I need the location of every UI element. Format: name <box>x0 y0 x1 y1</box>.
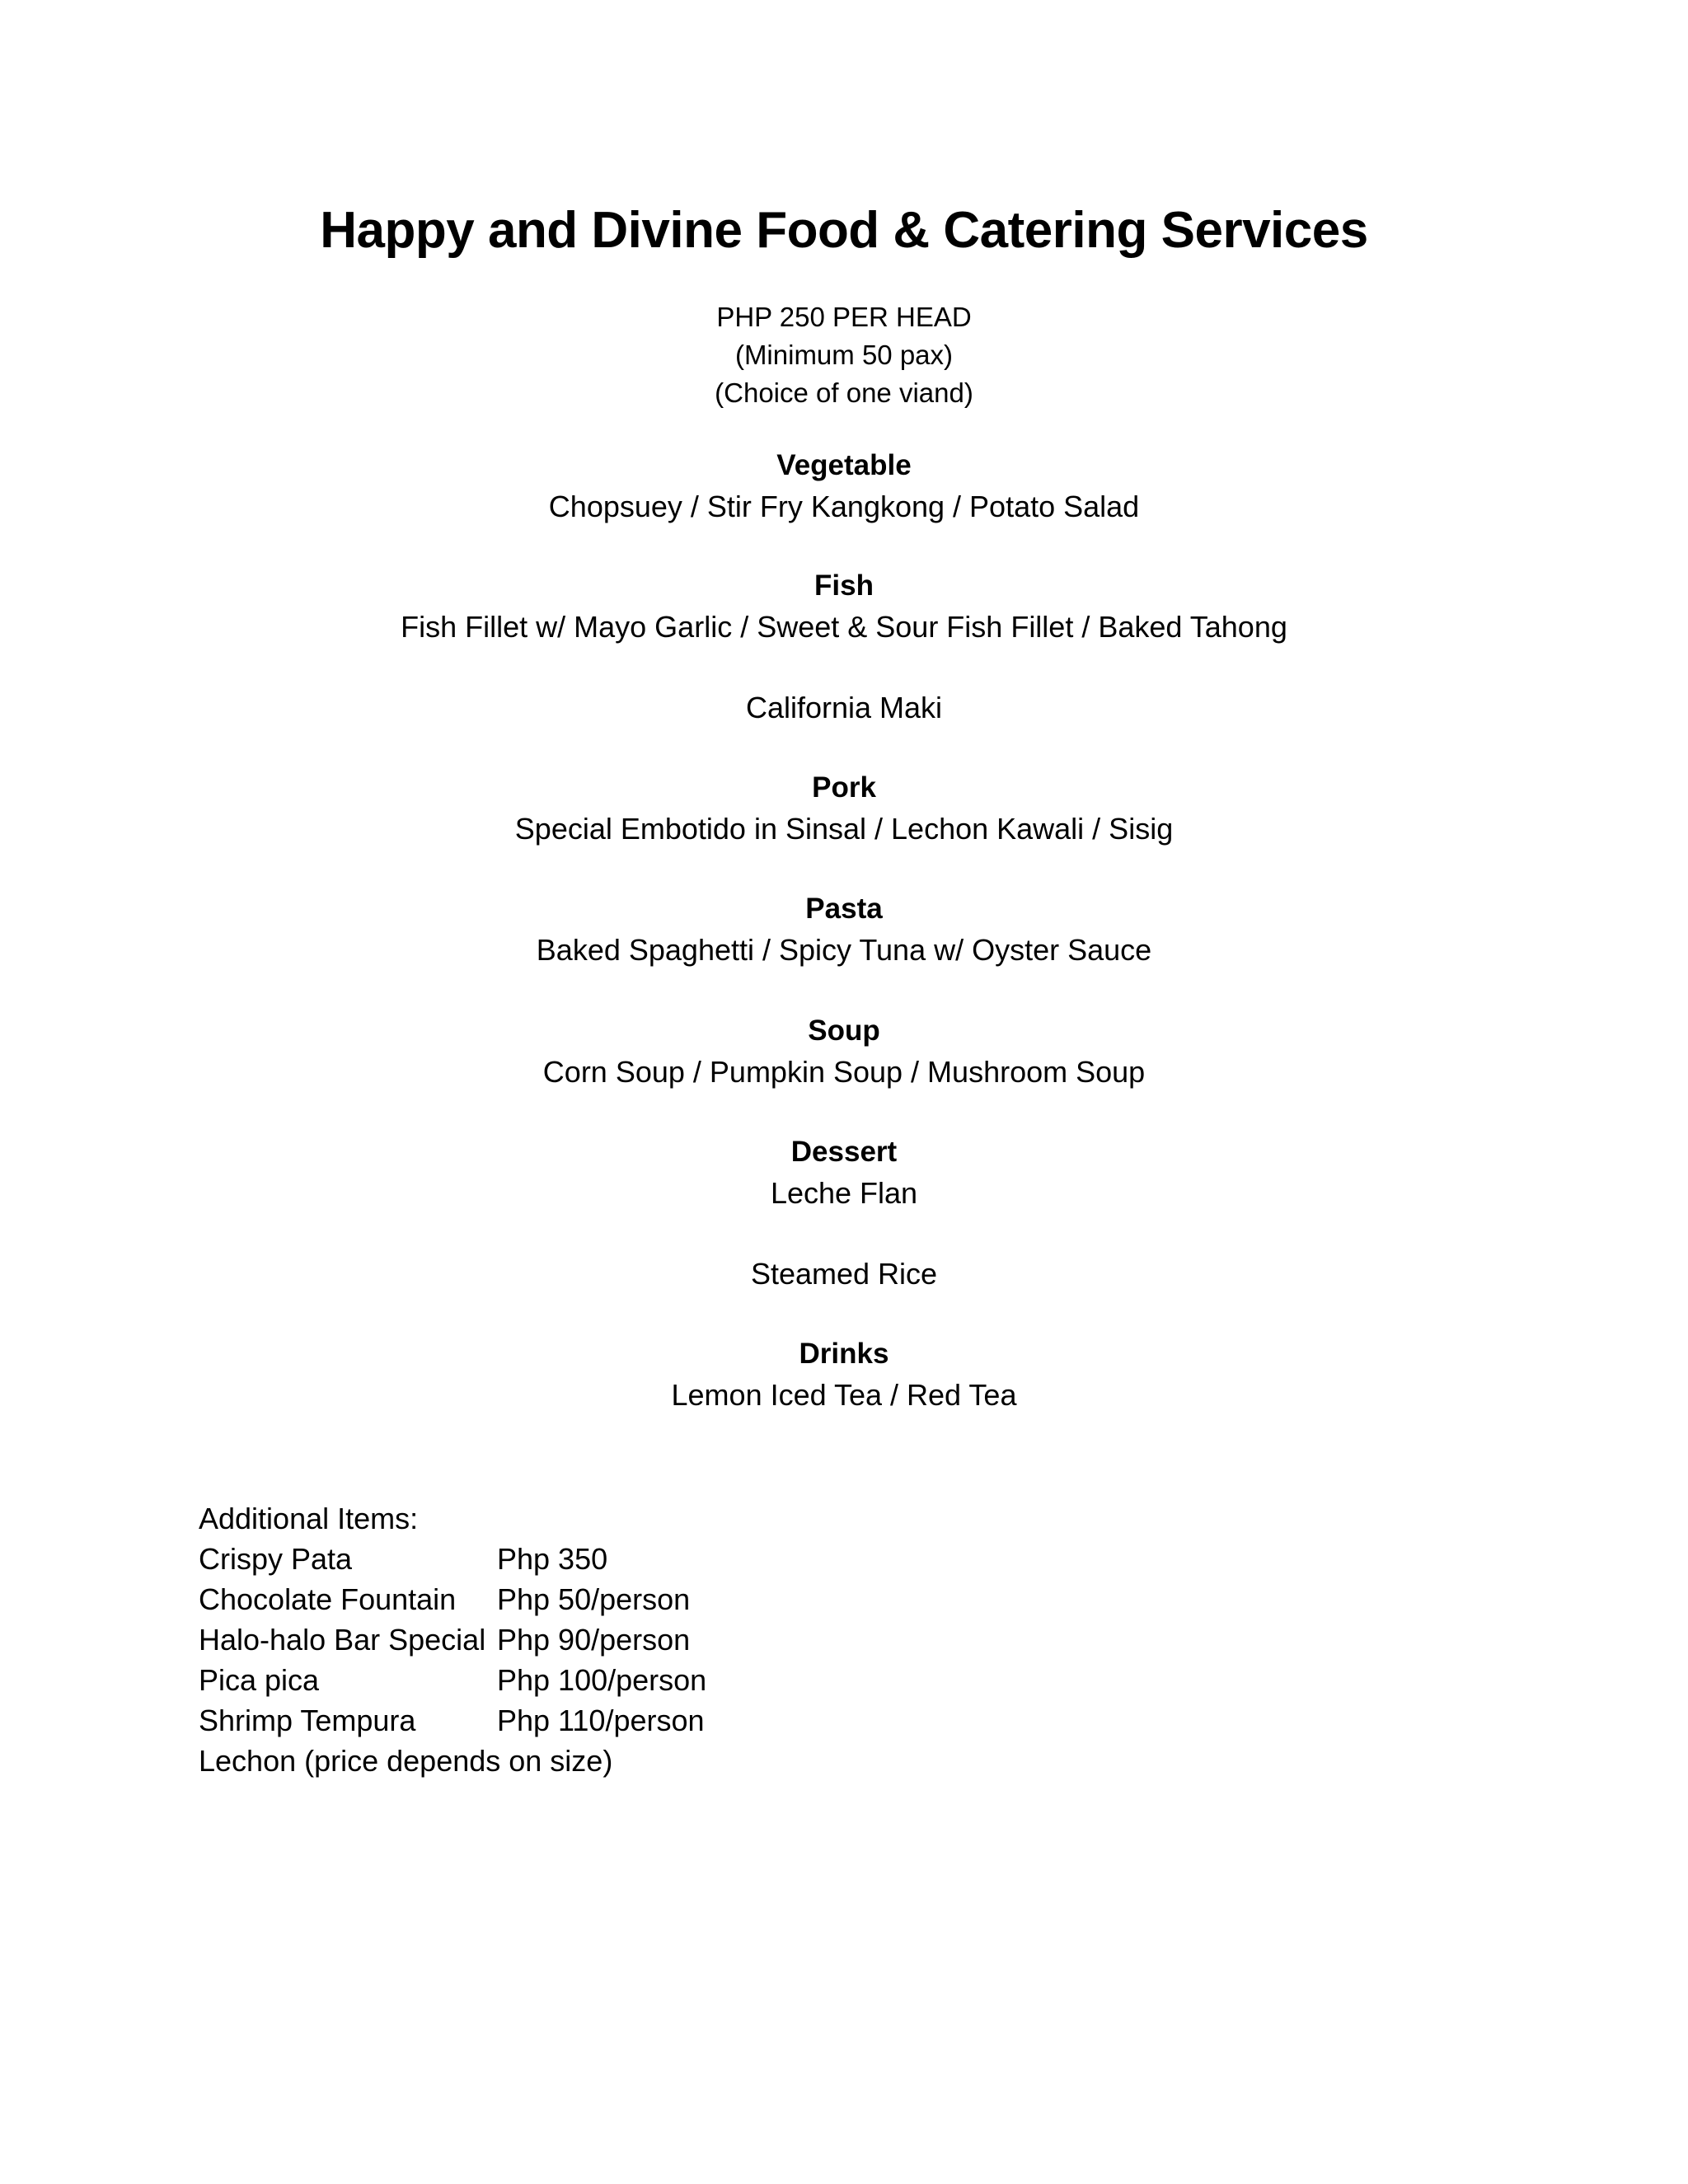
minimum-pax: (Minimum 50 pax) <box>734 340 954 370</box>
additional-item-row <box>199 1660 706 1700</box>
additional-item-price: Php 50/person <box>497 1582 691 1616</box>
choice-note: (Choice of one viand) <box>715 377 973 408</box>
section-items-vegetable: Chopsuey / Stir Fry Kangkong / Potato Salad <box>548 490 1140 523</box>
section-heading-vegetable: Vegetable <box>776 449 912 481</box>
page-title: Happy and Divine Food & Catering Services <box>320 202 1368 259</box>
additional-item-name: Chocolate Fountain <box>199 1582 457 1616</box>
section-heading-fish: Fish <box>814 569 874 602</box>
additional-item-name: Halo-halo Bar Special <box>199 1623 486 1657</box>
section-extra-fish: California Maki <box>745 691 943 724</box>
section-heading-drinks: Drinks <box>799 1338 889 1370</box>
additional-item-name: Shrimp Tempura <box>199 1704 416 1737</box>
additional-item-footer: Lechon (price depends on size) <box>199 1744 613 1778</box>
additional-item-price: Php 350 <box>497 1542 608 1576</box>
additional-items <box>199 1498 706 1781</box>
section-heading-dessert: Dessert <box>790 1136 898 1168</box>
section-items-pork: Special Embotido in Sinsal / Lechon Kawali / Sisig <box>514 812 1174 846</box>
additional-item-name: Crispy Pata <box>199 1542 353 1576</box>
section-extra-rice: Steamed Rice <box>750 1257 938 1291</box>
additional-item-row <box>199 1539 706 1579</box>
section-heading-pork: Pork <box>812 771 876 804</box>
additional-item-row <box>199 1700 706 1741</box>
section-heading-pasta: Pasta <box>805 893 883 925</box>
section-items-pasta: Baked Spaghetti / Spicy Tuna w/ Oyster Sauce <box>536 933 1152 967</box>
additional-item-price: Php 100/person <box>497 1663 707 1697</box>
section-heading-soup: Soup <box>808 1015 880 1047</box>
additional-item-name: Pica pica <box>199 1663 320 1697</box>
additional-item-row <box>199 1579 706 1619</box>
section-items-fish: Fish Fillet w/ Mayo Garlic / Sweet & Sour Fish Fillet / Baked Tahong <box>401 610 1287 644</box>
additional-items-title: Additional Items: <box>199 1502 419 1535</box>
additional-item-price: Php 110/person <box>497 1704 705 1737</box>
additional-item-price: Php 90/person <box>497 1623 691 1657</box>
additional-item-row <box>199 1619 706 1660</box>
section-items-soup: Corn Soup / Pumpkin Soup / Mushroom Soup <box>542 1055 1146 1089</box>
price-per-head: PHP 250 PER HEAD <box>716 302 972 332</box>
section-items-drinks: Lemon Iced Tea / Red Tea <box>671 1378 1017 1412</box>
section-items-dessert: Leche Flan <box>770 1176 918 1210</box>
